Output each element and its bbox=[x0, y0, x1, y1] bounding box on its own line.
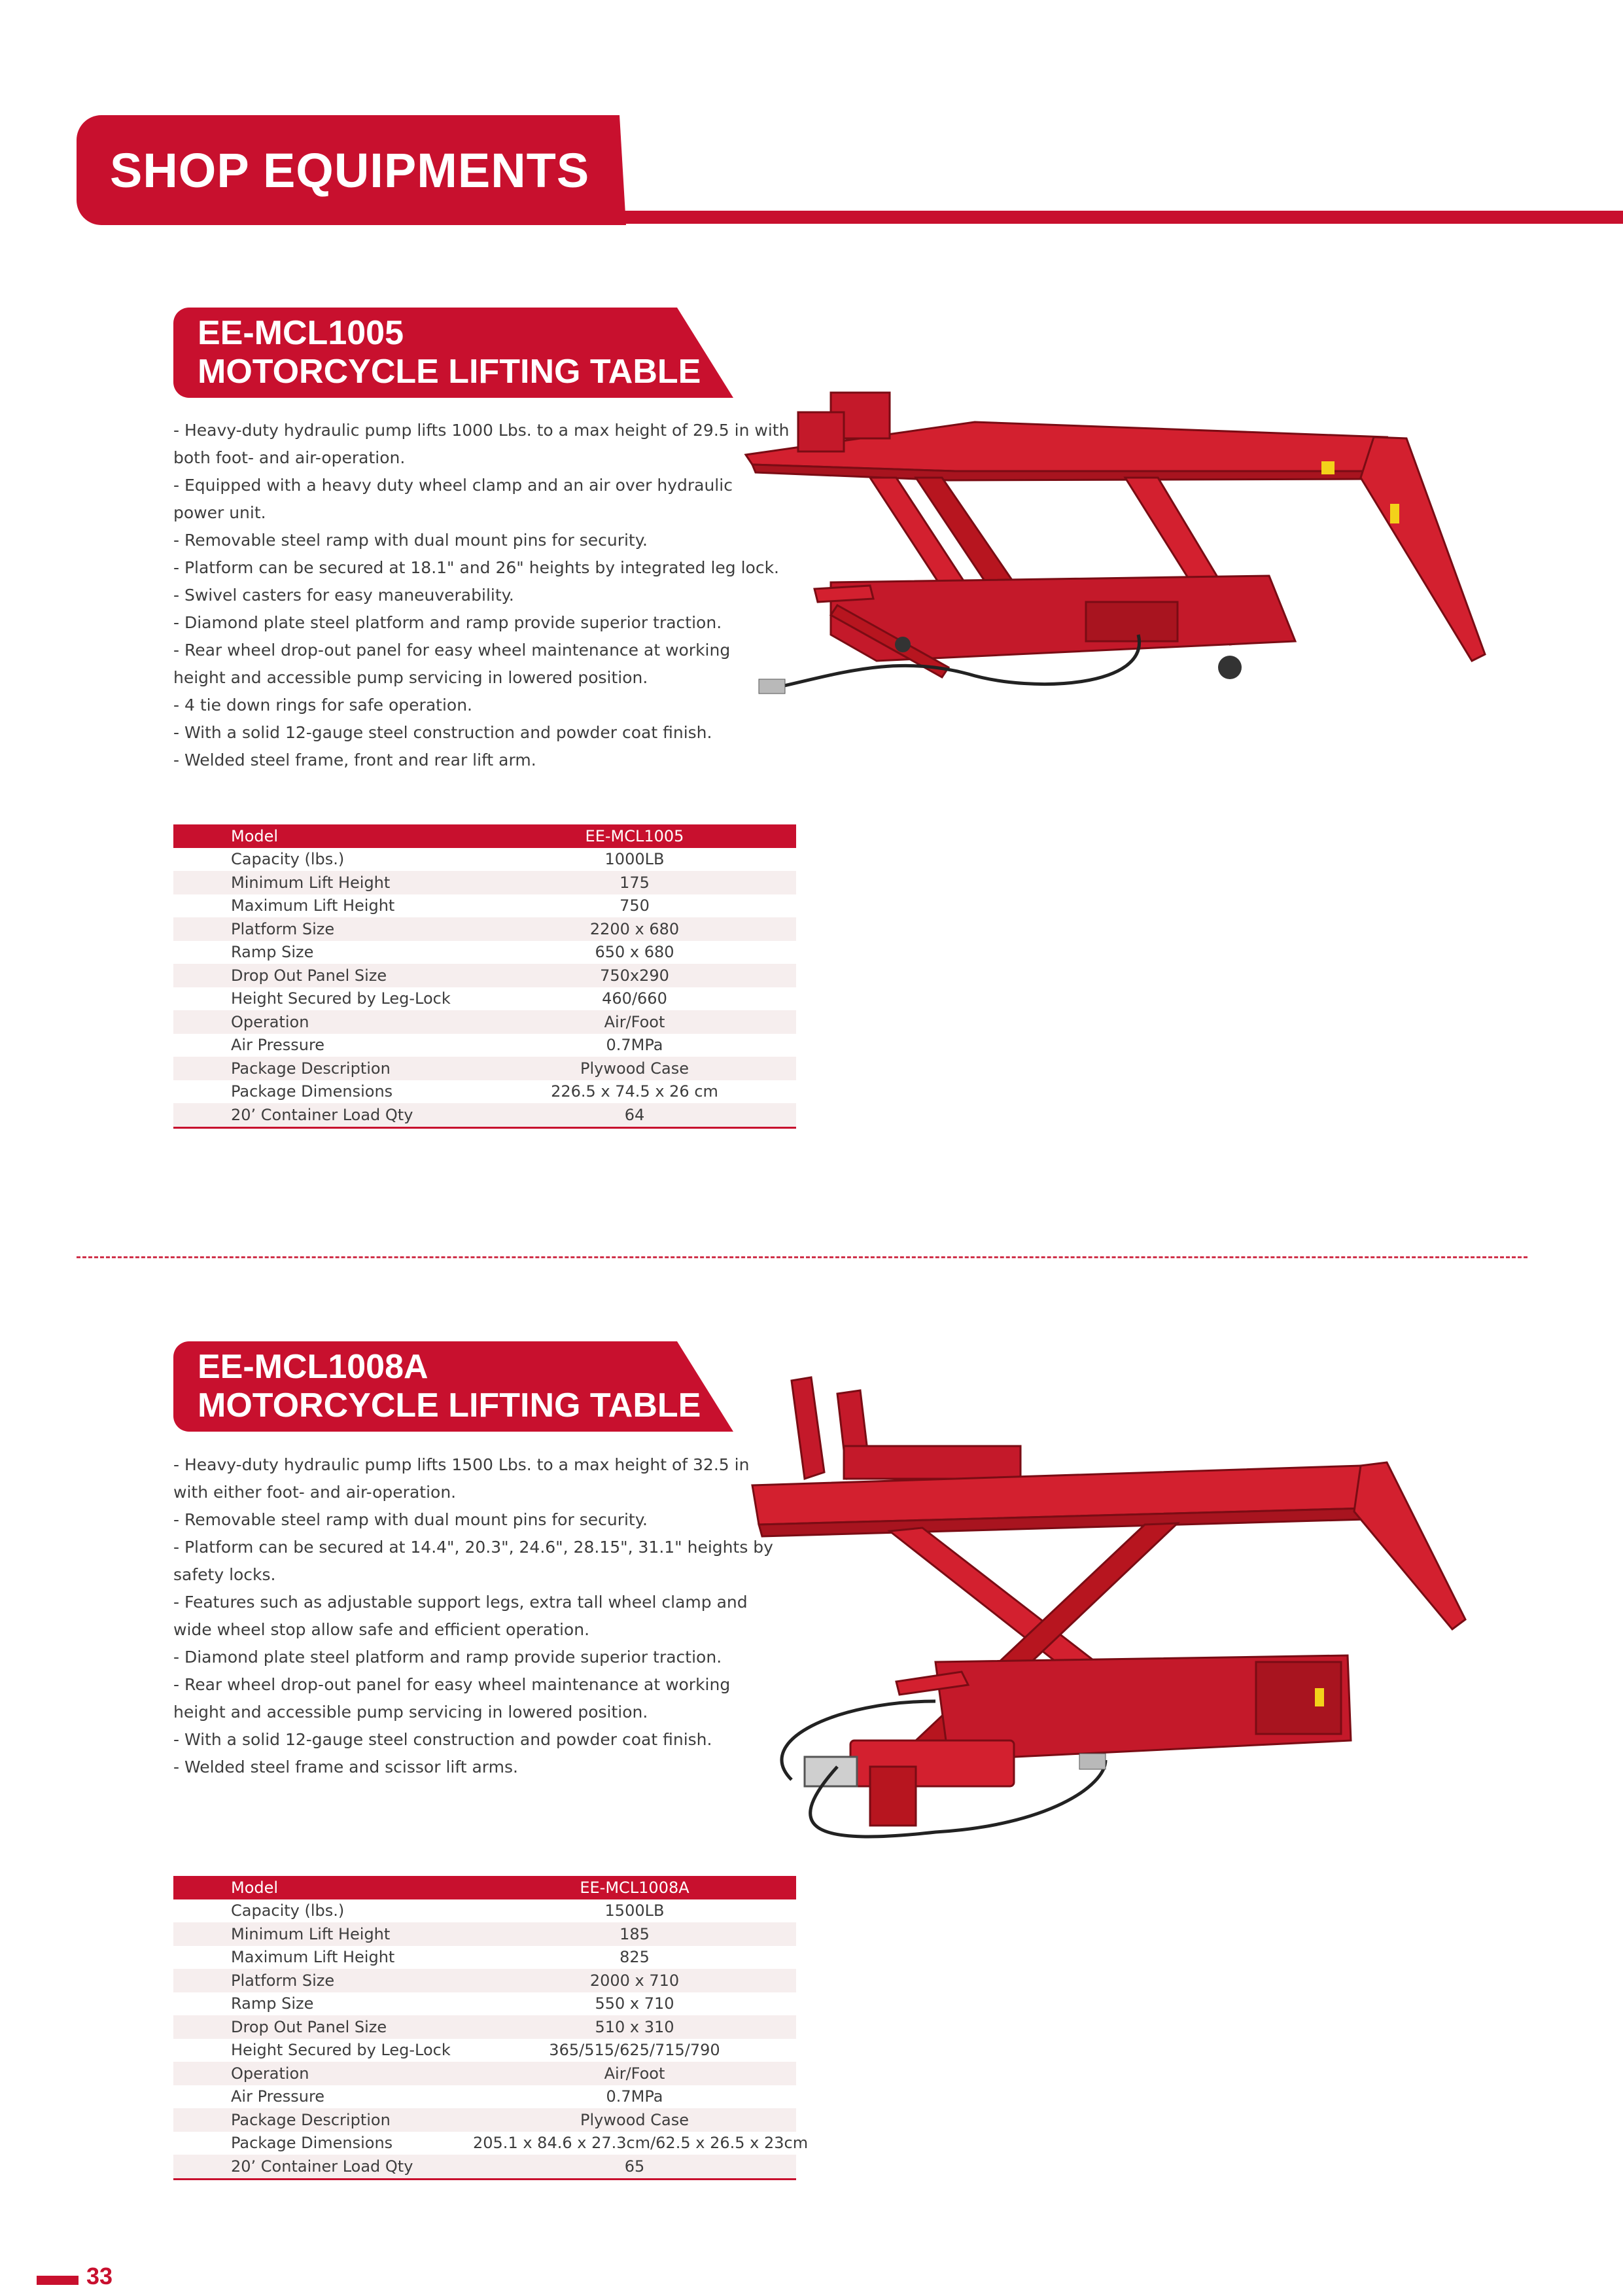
spec-value: 365/515/625/715/790 bbox=[549, 2041, 720, 2060]
spec-value: Air/Foot bbox=[473, 1010, 796, 1034]
spec-value: 1000LB bbox=[604, 850, 665, 869]
spec-value: 550 x 710 bbox=[595, 1994, 674, 2013]
spec-value: 650 x 680 bbox=[595, 943, 674, 962]
spec-value: 64 bbox=[473, 1103, 796, 1127]
spec-value: Plywood Case bbox=[473, 1057, 796, 1080]
spec-row bbox=[173, 2039, 796, 2062]
spec-row bbox=[173, 1010, 796, 1034]
spec-key: Operation bbox=[173, 2062, 473, 2085]
spec-value: 65 bbox=[473, 2155, 796, 2179]
spec-value: 460/660 bbox=[602, 989, 667, 1008]
spec-key: 20’ Container Load Qty bbox=[173, 2155, 473, 2179]
feature-line: - Rear wheel drop-out panel for easy wheel maintenance at working bbox=[173, 1675, 731, 1694]
spec-row bbox=[173, 2132, 796, 2155]
spec-row bbox=[173, 941, 796, 964]
page-number-bar bbox=[37, 2276, 79, 2285]
spec-row bbox=[173, 2062, 796, 2085]
feature-line: - With a solid 12-gauge steel construction and powder coat finish. bbox=[173, 1730, 712, 1749]
spec-key: Drop Out Panel Size bbox=[173, 2015, 473, 2039]
spec-key: Package Dimensions bbox=[231, 1082, 393, 1101]
feature-line: wide wheel stop allow safe and efficient operation. bbox=[173, 1620, 590, 1639]
feature-line: - 4 tie down rings for safe operation. bbox=[173, 696, 472, 715]
spec-row bbox=[173, 1080, 796, 1104]
product-model-title: EE-MCL1008A bbox=[198, 1348, 428, 1386]
spec-key: Minimum Lift Height bbox=[173, 1922, 473, 1946]
spec-value: Plywood Case bbox=[473, 2108, 796, 2132]
spec-value: Air/Foot bbox=[473, 2062, 796, 2085]
spec-row bbox=[173, 1946, 796, 1969]
spec-key: Package Description bbox=[173, 2108, 473, 2132]
spec-table bbox=[173, 1876, 809, 2180]
spec-key: Model bbox=[173, 1876, 473, 1899]
spec-value: 750x290 bbox=[473, 964, 796, 987]
spec-value: EE-MCL1005 bbox=[473, 824, 796, 848]
spec-row bbox=[173, 2108, 796, 2132]
spec-key: Height Secured by Leg-Lock bbox=[231, 2041, 451, 2060]
spec-value: 750 bbox=[620, 896, 650, 915]
product-photo-mcl1008a bbox=[739, 1374, 1478, 1852]
feature-line: - Platform can be secured at 14.4", 20.3", 24.6", 28.15", 31.1" heights by bbox=[173, 1538, 773, 1557]
spec-key: Package Description bbox=[173, 1057, 473, 1080]
spec-key: Model bbox=[173, 824, 473, 848]
spec-row bbox=[173, 964, 796, 987]
feature-line: - Heavy-duty hydraulic pump lifts 1000 Lbs. to a max height of 29.5 in with bbox=[173, 421, 790, 440]
spec-row bbox=[173, 2015, 796, 2039]
spec-value: 2200 x 680 bbox=[473, 917, 796, 941]
page-number: 33 bbox=[86, 2263, 113, 2289]
feature-list bbox=[173, 1451, 773, 1781]
feature-line: - Welded steel frame, front and rear lift arm. bbox=[173, 751, 536, 769]
spec-row bbox=[173, 987, 796, 1011]
feature-line: power unit. bbox=[173, 503, 266, 522]
spec-key: Air Pressure bbox=[231, 2087, 325, 2106]
feature-line: height and accessible pump servicing in lowered position. bbox=[173, 668, 648, 687]
spec-key: Maximum Lift Height bbox=[231, 1948, 395, 1967]
spec-value: 0.7MPa bbox=[606, 2087, 663, 2106]
spec-row bbox=[173, 1969, 796, 1992]
spec-key: Operation bbox=[173, 1010, 473, 1034]
feature-line: - Equipped with a heavy duty wheel clamp and an air over hydraulic bbox=[173, 476, 733, 495]
spec-value: 226.5 x 74.5 x 26 cm bbox=[551, 1082, 718, 1101]
spec-value: 825 bbox=[620, 1948, 650, 1967]
feature-line: - Heavy-duty hydraulic pump lifts 1500 Lbs. to a max height of 32.5 in bbox=[173, 1455, 750, 1474]
spec-row bbox=[173, 871, 796, 894]
spec-key: Platform Size bbox=[173, 1969, 473, 1992]
spec-value: 0.7MPa bbox=[606, 1036, 663, 1055]
spec-value: 175 bbox=[473, 871, 796, 894]
spec-row bbox=[173, 894, 796, 918]
spec-header-row bbox=[173, 824, 796, 848]
product-name-title: MOTORCYCLE LIFTING TABLE bbox=[198, 353, 701, 391]
spec-row bbox=[173, 917, 796, 941]
feature-line: safety locks. bbox=[173, 1565, 276, 1584]
spec-row bbox=[173, 1922, 796, 1946]
spec-key: Air Pressure bbox=[231, 1036, 325, 1055]
spec-table bbox=[173, 824, 796, 1129]
spec-value: 205.1 x 84.6 x 27.3cm/62.5 x 26.5 x 23cm bbox=[473, 2134, 809, 2153]
spec-value: 510 x 310 bbox=[473, 2015, 796, 2039]
feature-line: - Diamond plate steel platform and ramp provide superior traction. bbox=[173, 613, 722, 632]
page-title: SHOP EQUIPMENTS bbox=[110, 143, 590, 198]
feature-line: - Swivel casters for easy maneuverability. bbox=[173, 586, 514, 605]
spec-key: Platform Size bbox=[173, 917, 473, 941]
spec-row bbox=[173, 1992, 796, 2016]
feature-list bbox=[173, 417, 789, 774]
header-rule bbox=[550, 211, 1623, 224]
spec-key: Ramp Size bbox=[231, 943, 314, 962]
feature-line: with either foot- and air-operation. bbox=[173, 1483, 457, 1502]
spec-header-row bbox=[173, 1876, 796, 1899]
feature-line: - Rear wheel drop-out panel for easy wheel maintenance at working bbox=[173, 641, 731, 660]
spec-key: Capacity (lbs.) bbox=[231, 1901, 345, 1920]
spec-row bbox=[173, 1103, 796, 1127]
feature-line: - Features such as adjustable support legs, extra tall wheel clamp and bbox=[173, 1593, 748, 1612]
feature-line: - Welded steel frame and scissor lift arms. bbox=[173, 1757, 518, 1776]
feature-line: both foot- and air-operation. bbox=[173, 448, 406, 467]
spec-key: 20’ Container Load Qty bbox=[173, 1103, 473, 1127]
section-divider bbox=[77, 1256, 1527, 1258]
spec-key: Height Secured by Leg-Lock bbox=[231, 989, 451, 1008]
spec-key: Minimum Lift Height bbox=[173, 871, 473, 894]
product-photo-mcl1005 bbox=[733, 386, 1505, 700]
spec-row bbox=[173, 2085, 796, 2109]
feature-line: - Removable steel ramp with dual mount pins for security. bbox=[173, 1510, 648, 1529]
spec-value: 185 bbox=[473, 1922, 796, 1946]
spec-key: Capacity (lbs.) bbox=[231, 850, 345, 869]
spec-row bbox=[173, 1057, 796, 1080]
spec-value: 1500LB bbox=[604, 1901, 665, 1920]
spec-value: 2000 x 710 bbox=[473, 1969, 796, 1992]
product-model-title: EE-MCL1005 bbox=[198, 314, 404, 352]
spec-row bbox=[173, 1899, 796, 1923]
spec-value: EE-MCL1008A bbox=[473, 1876, 796, 1899]
product-name-title: MOTORCYCLE LIFTING TABLE bbox=[198, 1386, 701, 1424]
spec-row bbox=[173, 848, 796, 872]
feature-line: height and accessible pump servicing in lowered position. bbox=[173, 1703, 648, 1722]
feature-line: - Platform can be secured at 18.1" and 26" heights by integrated leg lock. bbox=[173, 558, 780, 577]
spec-row bbox=[173, 1034, 796, 1057]
feature-line: - With a solid 12-gauge steel construction and powder coat finish. bbox=[173, 723, 712, 742]
spec-key: Ramp Size bbox=[231, 1994, 314, 2013]
feature-line: - Removable steel ramp with dual mount pins for security. bbox=[173, 531, 648, 550]
spec-row bbox=[173, 2155, 796, 2179]
spec-key: Package Dimensions bbox=[231, 2134, 393, 2153]
spec-key: Drop Out Panel Size bbox=[173, 964, 473, 987]
spec-key: Maximum Lift Height bbox=[231, 896, 395, 915]
feature-line: - Diamond plate steel platform and ramp provide superior traction. bbox=[173, 1648, 722, 1667]
